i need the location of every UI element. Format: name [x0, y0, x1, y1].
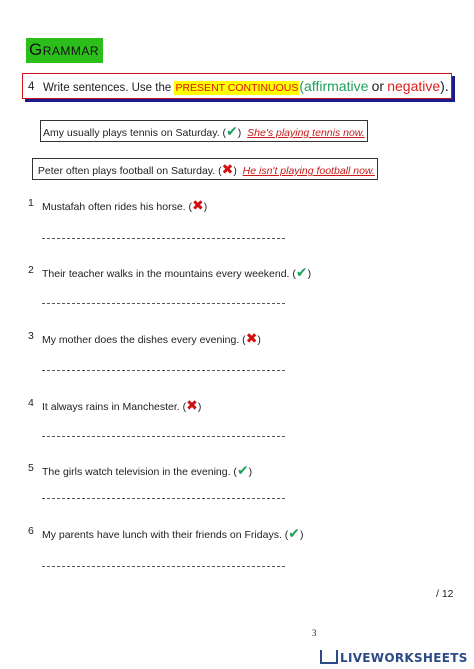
question-6 [42, 525, 304, 542]
or-word: or [371, 78, 385, 94]
example-sentence: Peter often plays football on Saturday. ( [37, 165, 222, 177]
paren-open: ( [299, 78, 305, 94]
instruction-box [22, 73, 452, 99]
question-close: ) [307, 268, 312, 280]
tick-icon: ✔ [295, 264, 308, 280]
section-title: Grammar [26, 38, 103, 63]
example-close: ) [233, 165, 237, 177]
example-close: ) [237, 127, 242, 139]
question-number: 1 [28, 197, 34, 209]
answer-line-5[interactable] [42, 498, 285, 499]
example-1 [40, 120, 368, 142]
affirmative-word: affirmative [304, 78, 369, 94]
example-sentence: Amy usually plays tennis on Saturday. ( [43, 127, 227, 139]
question-3 [42, 330, 261, 347]
instruction-lead: Write sentences. Use the [43, 82, 172, 94]
question-sentence: My parents have lunch with their friends on Fridays. ( [42, 529, 289, 541]
question-sentence: It always rains in Manchester. ( [42, 401, 187, 413]
brand-name: LIVEWORKSHEETS [340, 651, 468, 665]
example-answer: He isn't playing football now. [242, 165, 375, 177]
question-4 [42, 397, 201, 414]
question-number: 4 [28, 397, 34, 409]
liveworksheets-icon [320, 650, 338, 664]
question-close: ) [197, 401, 202, 413]
question-number: 6 [28, 525, 34, 537]
answer-line-1[interactable] [42, 238, 285, 239]
tick-icon: ✔ [236, 462, 249, 478]
answer-line-6[interactable] [42, 566, 285, 567]
tick-icon: ✔ [226, 123, 238, 139]
answer-line-2[interactable] [42, 303, 285, 304]
cross-icon: ✖ [221, 161, 234, 177]
paren-close: ). [440, 78, 449, 94]
brand-logo [320, 650, 468, 665]
answer-line-4[interactable] [42, 436, 285, 437]
question-sentence: Their teacher walks in the mountains every weekend. ( [42, 268, 296, 280]
question-close: ) [248, 466, 253, 478]
instruction-text [43, 74, 449, 100]
question-number: 5 [28, 462, 34, 474]
cross-icon: ✖ [245, 330, 258, 346]
question-5 [42, 462, 252, 479]
question-1 [42, 197, 207, 214]
score-total: / 12 [436, 588, 454, 600]
exercise-number: 4 [28, 81, 35, 93]
answer-line-3[interactable] [42, 370, 285, 371]
question-2 [42, 264, 311, 281]
cross-icon: ✖ [186, 397, 198, 413]
page-number: 3 [312, 628, 317, 638]
example-2 [32, 158, 378, 180]
cross-icon: ✖ [192, 197, 204, 213]
question-close: ) [257, 334, 261, 346]
question-sentence: Mustafah often rides his horse. ( [42, 201, 192, 213]
question-close: ) [203, 201, 208, 213]
tick-icon: ✔ [288, 525, 301, 541]
negative-word: negative [387, 78, 441, 94]
example-answer: She's playing tennis now. [247, 127, 365, 139]
question-sentence: The girls watch television in the evening. ( [42, 466, 237, 478]
question-number: 2 [28, 264, 34, 276]
question-close: ) [300, 529, 304, 541]
highlight-present-continuous: PRESENT CONTINUOUS [175, 82, 299, 94]
question-sentence: My mother does the dishes every evening. ( [42, 334, 246, 346]
question-number: 3 [28, 330, 34, 342]
